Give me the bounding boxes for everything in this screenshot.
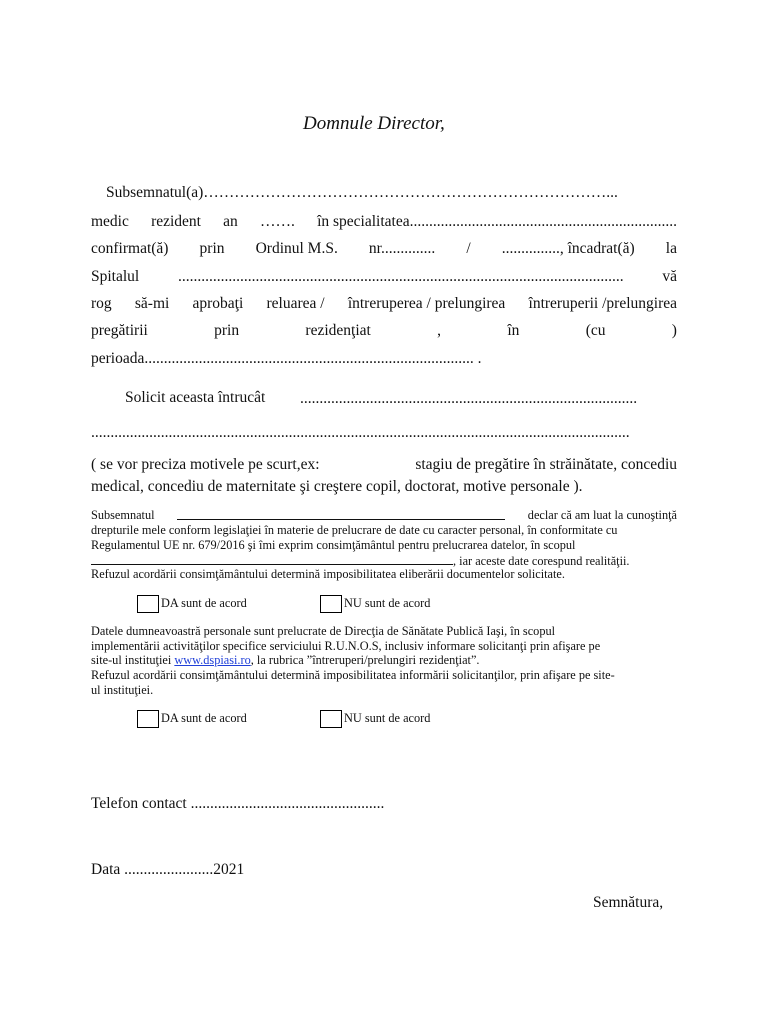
consent-text: , la rubrica ”întreruperi/prelungiri rezidenţiat”. [250, 653, 480, 667]
checkbox-da-2[interactable] [137, 710, 247, 728]
consent2-line-2: implementării activităţilor specifice serviciului R.U.N.O.S, inclusiv informare solicitanţi prin afişare pe [91, 639, 601, 653]
word: rog [91, 295, 112, 312]
line-spitalul [91, 268, 677, 286]
word: prin [214, 322, 240, 339]
consent2-line-5: ul instituţiei. [91, 683, 154, 697]
word: ……. [260, 213, 295, 230]
consent-text: Subsemnatul [91, 508, 155, 522]
reason-note-line-1 [91, 456, 677, 474]
word: / [466, 240, 471, 257]
dspiasi-link[interactable]: www.dspiasi.ro [174, 653, 251, 667]
line-medic-rezident [91, 213, 677, 231]
checkbox-nu-1[interactable] [320, 595, 430, 613]
word: vă [662, 268, 677, 285]
word: , [437, 322, 441, 339]
consent-text: site-ul instituţiei [91, 653, 175, 667]
word: confirmat(ă) [91, 240, 169, 257]
line-confirmat [91, 240, 677, 258]
purpose-underline [91, 553, 453, 565]
consent2-line-1: Datele dumneavoastră personale sunt prelucrate de Direcţia de Sănătate Publică Iaşi, în scopul [91, 624, 556, 638]
word: întreruperii /prelungirea [528, 295, 677, 312]
word: ) [671, 322, 677, 339]
reason-dots-1: ....................................................................................... [300, 390, 638, 407]
reason-dots-2: ........................................................................................................................................... [91, 424, 630, 441]
line-rog [91, 295, 677, 313]
word: rezident [151, 213, 201, 230]
name-underline [177, 508, 505, 520]
reason-label: Solicit aceasta întrucât [125, 389, 266, 406]
checkbox-box[interactable] [137, 710, 159, 728]
word: nr.............. [368, 240, 436, 257]
consent1-line-1 [91, 508, 677, 523]
consent1-line-3: Regulamentul UE nr. 679/2016 şi îmi exprim consimţământul pentru prelucrarea datelor, în scopul [91, 538, 576, 552]
checkbox-label: DA sunt de acord [161, 595, 247, 610]
reason-note-line-2: medical, concediu de maternitate şi creştere copil, doctorat, motive personale ). [91, 478, 583, 495]
phone-contact: Telefon contact .................................................. [91, 795, 385, 812]
checkbox-box[interactable] [137, 595, 159, 613]
page-title: Domnule Director, [303, 113, 445, 134]
note-text: ( se vor preciza motivele pe scurt,ex: [91, 456, 320, 473]
word: să-mi [134, 295, 170, 312]
word: (cu [585, 322, 606, 339]
consent2-line-4: Refuzul acordării consimţământului determină imposibilitatea informării solicitanţilor, prin afişare pe site- [91, 668, 615, 682]
line-pregatirii [91, 322, 677, 340]
checkbox-label: DA sunt de acord [161, 710, 247, 725]
consent1-line-2: drepturile mele conform legislaţiei în materie de prelucrare de date cu caracter personal, în conformitate cu [91, 523, 618, 537]
word: în [507, 322, 520, 339]
word: ................................................................................................................... [177, 268, 624, 285]
word: reluarea / [266, 295, 325, 312]
checkbox-da-1[interactable] [137, 595, 247, 613]
checkbox-box[interactable] [320, 710, 342, 728]
word: la [665, 240, 677, 257]
word: prin [199, 240, 225, 257]
word: Spitalul [91, 268, 140, 285]
word: ..............., încadrat(ă) [501, 240, 635, 257]
consent-text: declar că am luat la cunoştinţă [527, 508, 677, 522]
word: medic [91, 213, 129, 230]
word: Ordinul M.S. [255, 240, 338, 257]
date-field: Data .......................2021 [91, 861, 245, 878]
word: pregătirii [91, 322, 148, 339]
checkbox-box[interactable] [320, 595, 342, 613]
note-text: stagiu de pregătire în străinătate, concediu [415, 456, 677, 473]
word: rezidenţiat [305, 322, 371, 339]
line-perioada: perioada..................................................................................... . [91, 350, 482, 367]
checkbox-label: NU sunt de acord [344, 710, 431, 725]
consent-text: , iar aceste date corespund realităţii. [453, 554, 630, 568]
line-subsemnatul: Subsemnatul(a)……………………………………………………………………... [106, 184, 618, 201]
consent1-line-5: Refuzul acordării consimţământului determină imposibilitatea eliberării documentelor solicitate. [91, 567, 565, 581]
word: an [223, 213, 238, 230]
word: aprobaţi [192, 295, 244, 312]
consent2-line-3 [91, 653, 677, 668]
checkbox-label: NU sunt de acord [344, 595, 431, 610]
word: întreruperea / prelungirea [347, 295, 506, 312]
signature-label: Semnătura, [593, 894, 664, 911]
word: în specialitatea..................................................................... [317, 213, 677, 230]
checkbox-nu-2[interactable] [320, 710, 430, 728]
